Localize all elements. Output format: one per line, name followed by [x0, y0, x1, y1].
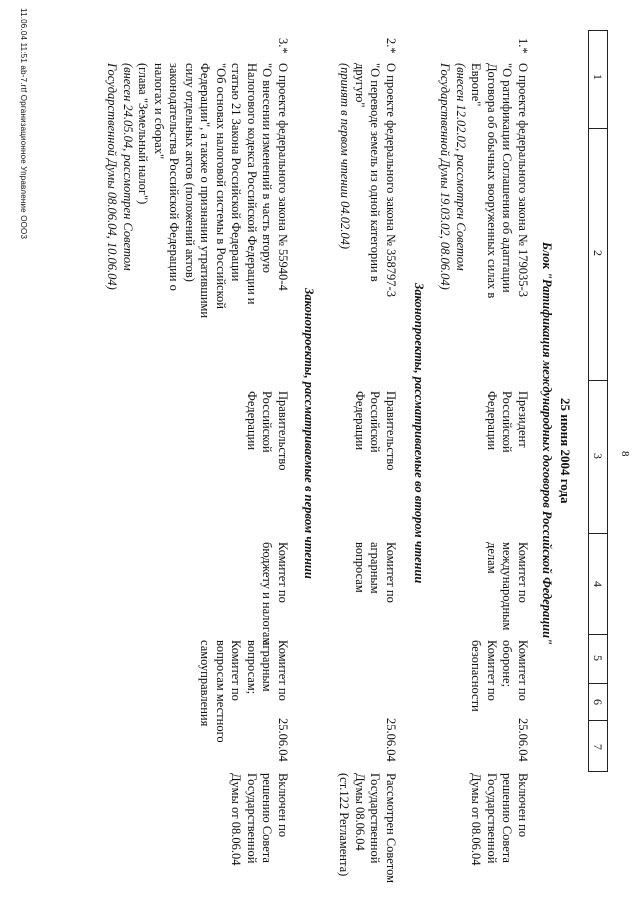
page-number: 8 — [619, 451, 631, 457]
section-title-first-reading: Законопроекты, рассматриваемые в первом чтении — [302, 288, 316, 579]
row-co-committees: Комитет по аграрным вопросам; Комитет по вопросам местного самоуправления — [198, 640, 290, 743]
row-date: 25.06.04 — [276, 718, 290, 762]
row-number: 2.* — [384, 38, 398, 54]
row-co-committees: Комитет по обороне; Комитет по безопасности — [469, 640, 530, 712]
row-initiator: Правительство Российской Федерации — [353, 391, 398, 471]
row-committee: Комитет по международным делам — [485, 542, 530, 631]
row-committee: Комитет по аграрным вопросам — [353, 542, 398, 603]
date-heading: 25 июня 2004 года — [558, 398, 573, 504]
row-date: 25.06.04 — [516, 718, 530, 762]
row-title: О проекте федерального закона № 358797-3 "О переводе земель из одной категории в другую" — [353, 63, 398, 297]
section-title-second-reading: Законопроекты, рассматриваемые во втором чтении — [412, 283, 426, 584]
row-note: (внесен 24.05.04, рассмотрен Советом Государственной Думы 08.06.04, 10.06.04) — [105, 63, 135, 290]
row-number: 1.* — [516, 38, 530, 54]
row-note: (принят в первом чтении 04.02.04) — [338, 63, 352, 250]
row-status: Рассмотрен Советом Государственной Думы 08.06.04 (ст.122 Регламента) — [337, 773, 398, 884]
col-header-5: 5 — [591, 655, 605, 661]
col-header-4: 4 — [591, 581, 605, 587]
col-header-7: 7 — [591, 744, 605, 750]
row-title: О проекте федерального закона № 179035-3 "О ратификации Соглашения об адаптации Договора об обычных вооруженных силах в Европе" — [469, 63, 530, 299]
row-note: (внесен 12.02.02, рассмотрен Советом Государственной Думы 19.03.02, 08.06.04) — [438, 63, 468, 290]
col-header-6: 6 — [591, 699, 605, 705]
col-header-3: 3 — [591, 453, 605, 459]
row-initiator: Президент Российской Федерации — [485, 391, 530, 453]
row-status: Включен по решению Совета Государственной Думы от 08.06.04 — [229, 773, 290, 866]
row-committee: Комитет по бюджету и налогам — [260, 542, 290, 646]
row-number: 3.* — [276, 38, 290, 54]
row-initiator: Правительство Российской Федерации — [245, 391, 290, 471]
col-header-2: 2 — [591, 250, 605, 256]
col-header-1: 1 — [591, 74, 605, 80]
row-status: Включен по решению Совета Государственной Думы от 08.06.04 — [469, 773, 530, 866]
footer-text: 11.06.04 11:51 ab-7.rtf Организационное Управление ООО3 — [19, 8, 28, 240]
section-title-block: Блок "Ратификация международных договоров Российской Федерации" — [540, 242, 554, 646]
row-date: 25.06.04 — [384, 718, 398, 762]
row-title: О проекте федерального закона № 55940-4 "О внесении изменений в часть вторую Налогового кодекса Российской Федерации и статью 21 Закона Российской Федерации "Об основах налоговой системы в Российской Федерации", а также о признании утратившими силу отдельных актов (положений актов) законодательства Российской Федерации о налогах и сборах" (глава "Земельный налог") — [136, 63, 290, 319]
